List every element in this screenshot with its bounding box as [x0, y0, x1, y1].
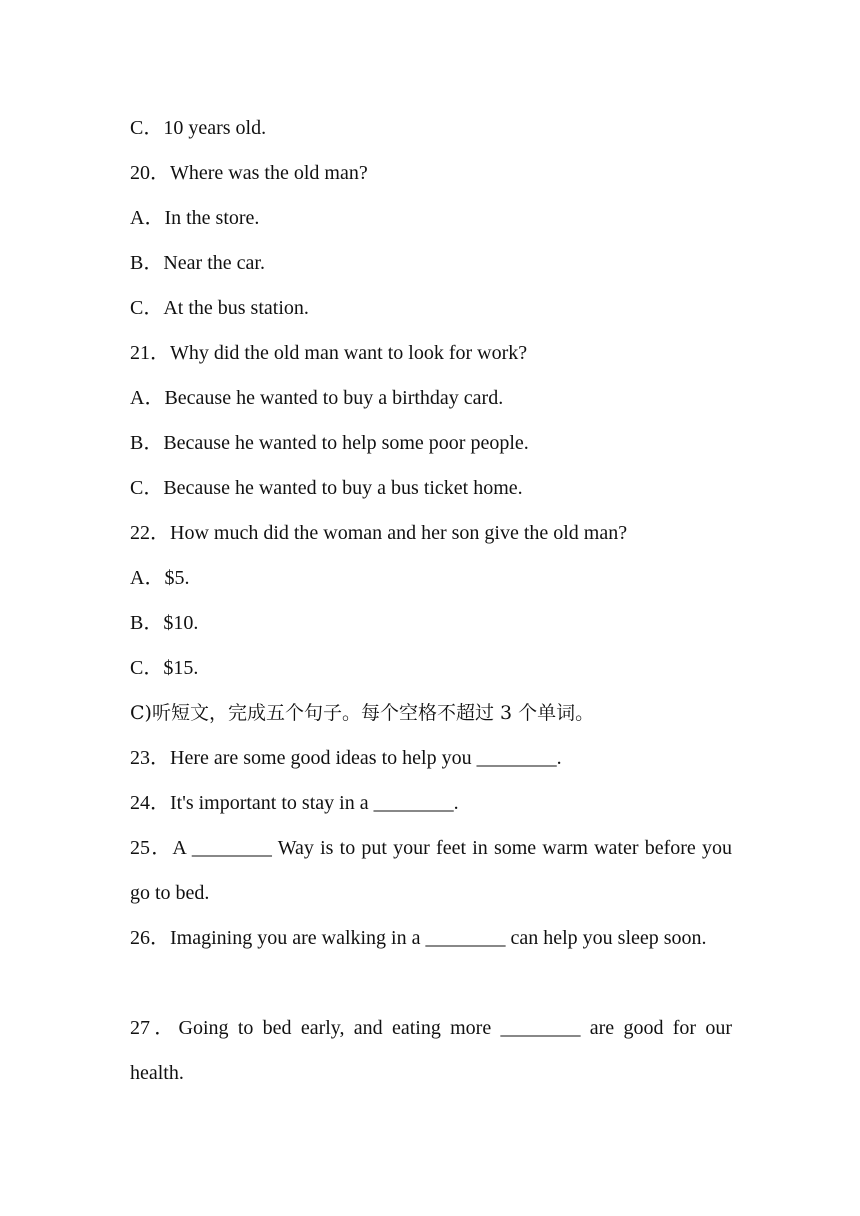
- question-26: 26．Imagining you are walking in a ________ can help you sleep soon.: [130, 927, 707, 949]
- option-b-q22: B．$10.: [130, 612, 199, 634]
- section-c-instruction: C)听短文，完成五个句子。每个空格不超过 3 个单词。: [130, 702, 595, 724]
- question-23: 23．Here are some good ideas to help you ________.: [130, 747, 562, 769]
- option-a-q20: A．In the store.: [130, 207, 260, 229]
- question-24: 24．It's important to stay in a ________.: [130, 792, 459, 814]
- option-b-q21: B．Because he wanted to help some poor people.: [130, 432, 529, 454]
- question-27: 27．Going to bed early, and eating more ________ are good for our health.: [130, 1017, 732, 1084]
- option-c-q21: C．Because he wanted to buy a bus ticket home.: [130, 477, 523, 499]
- option-c-q20: C．At the bus station.: [130, 297, 309, 319]
- option-c-q19: C．10 years old.: [130, 117, 267, 139]
- question-25: 25．A ________ Way is to put your feet in some warm water before you go to bed.: [130, 837, 732, 904]
- question-21: 21．Why did the old man want to look for work?: [130, 342, 528, 364]
- option-a-q22: A．$5.: [130, 567, 190, 589]
- option-a-q21: A．Because he wanted to buy a birthday card.: [130, 387, 504, 409]
- question-20: 20．Where was the old man?: [130, 162, 368, 184]
- option-b-q20: B．Near the car.: [130, 252, 265, 274]
- question-22: 22．How much did the woman and her son give the old man?: [130, 522, 628, 544]
- option-c-q22: C．$15.: [130, 657, 199, 679]
